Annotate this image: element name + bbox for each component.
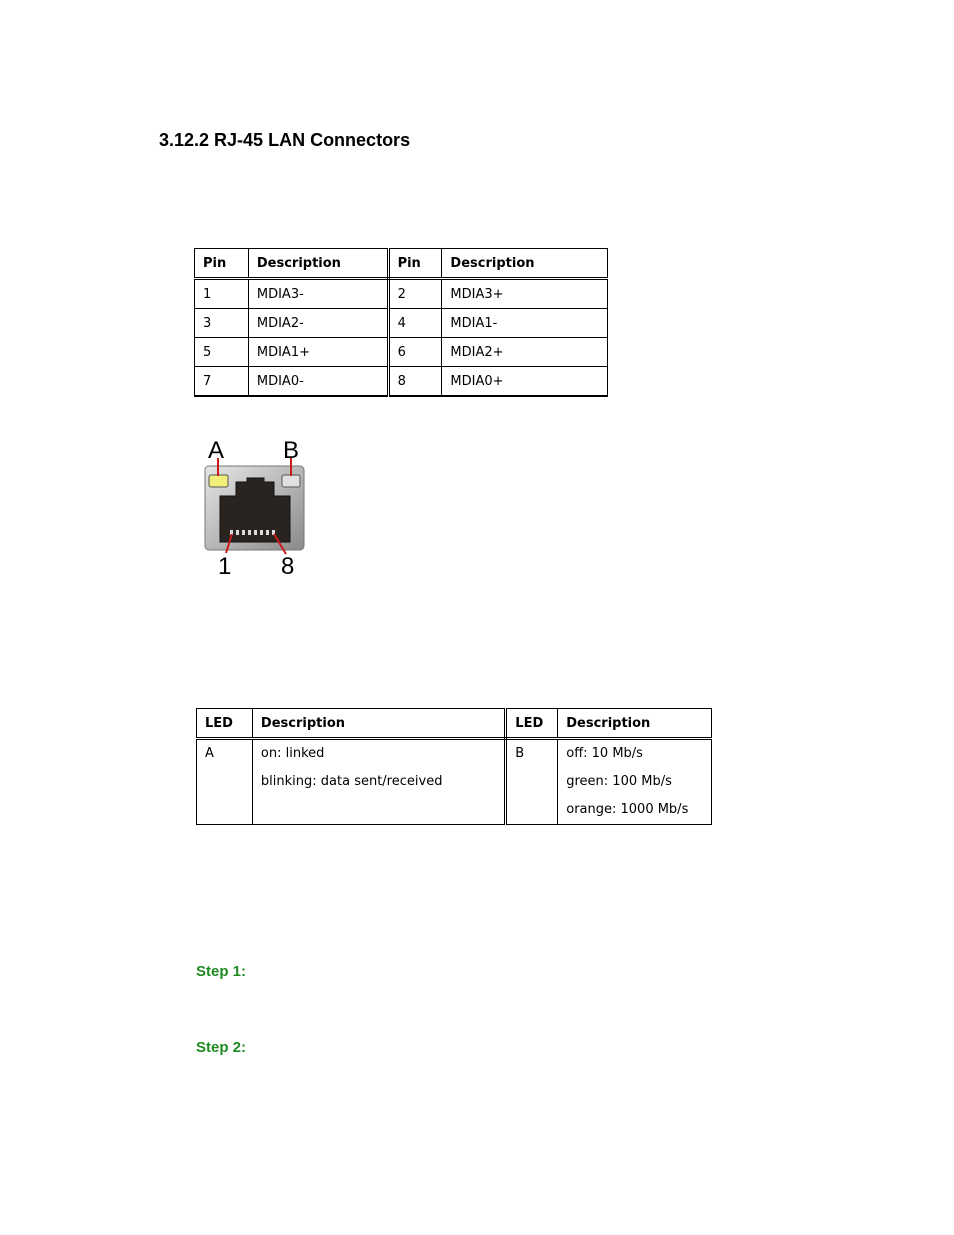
led-b-state-line: orange: 1000 Mb/s: [566, 802, 689, 817]
led-a-cell: [197, 739, 253, 825]
table-row: [195, 279, 608, 309]
table-cell: 7: [195, 367, 249, 397]
label-pin-1: 1: [218, 553, 232, 580]
label-pin-8: 8: [281, 553, 295, 580]
table-cell: MDIA2-: [248, 309, 388, 338]
header-cell: Pin: [388, 249, 442, 279]
section-heading: 3.12.2 RJ-45 LAN Connectors: [159, 130, 411, 150]
header-cell: LED: [197, 709, 253, 739]
led-b-cell: [506, 739, 558, 825]
led-a-indicator: [209, 475, 228, 487]
led-b-description: [558, 739, 712, 825]
label-led-b: B: [283, 437, 300, 464]
table-cell: MDIA1+: [248, 338, 388, 367]
step-2-label: Step 2:: [196, 1039, 247, 1056]
table-cell: MDIA1-: [442, 309, 608, 338]
header-cell: Description: [248, 249, 388, 279]
header-cell: Pin: [195, 249, 249, 279]
table-cell: 5: [195, 338, 249, 367]
table-header-row: [197, 709, 712, 739]
header-cell: LED: [506, 709, 558, 739]
led-b-state-line: off: 10 Mb/s: [566, 746, 643, 761]
table-cell: 6: [388, 338, 442, 367]
header-cell: Description: [442, 249, 608, 279]
pin-assignment-table: [194, 248, 608, 397]
table-cell: 3: [195, 309, 249, 338]
header-cell: Description: [252, 709, 505, 739]
table-cell: MDIA0+: [442, 367, 608, 397]
led-a-state-line: blinking: data sent/received: [260, 774, 443, 789]
rj45-connector-figure: [200, 434, 310, 580]
led-a-description: [252, 739, 505, 825]
led-a-label: A: [205, 746, 214, 761]
led-b-indicator: [282, 475, 300, 487]
led-status-table: [196, 708, 712, 825]
table-cell: 4: [388, 309, 442, 338]
table-cell: 8: [388, 367, 442, 397]
header-cell: Description: [558, 709, 712, 739]
label-led-a: A: [208, 437, 225, 464]
led-a-state-line: on: linked: [260, 746, 325, 761]
table-cell: MDIA2+: [442, 338, 608, 367]
table-cell: 2: [388, 279, 442, 309]
table-cell: MDIA3+: [442, 279, 608, 309]
led-b-state-line: green: 100 Mb/s: [566, 774, 672, 789]
table-cell: MDIA0-: [248, 367, 388, 397]
led-b-label: B: [515, 746, 525, 761]
table-header-row: [195, 249, 608, 279]
table-cell: MDIA3-: [248, 279, 388, 309]
table-row: [195, 367, 608, 397]
step-1-label: Step 1:: [196, 963, 247, 980]
table-row: [195, 338, 608, 367]
table-row: [195, 309, 608, 338]
table-row: [197, 739, 712, 825]
table-cell: 1: [195, 279, 249, 309]
